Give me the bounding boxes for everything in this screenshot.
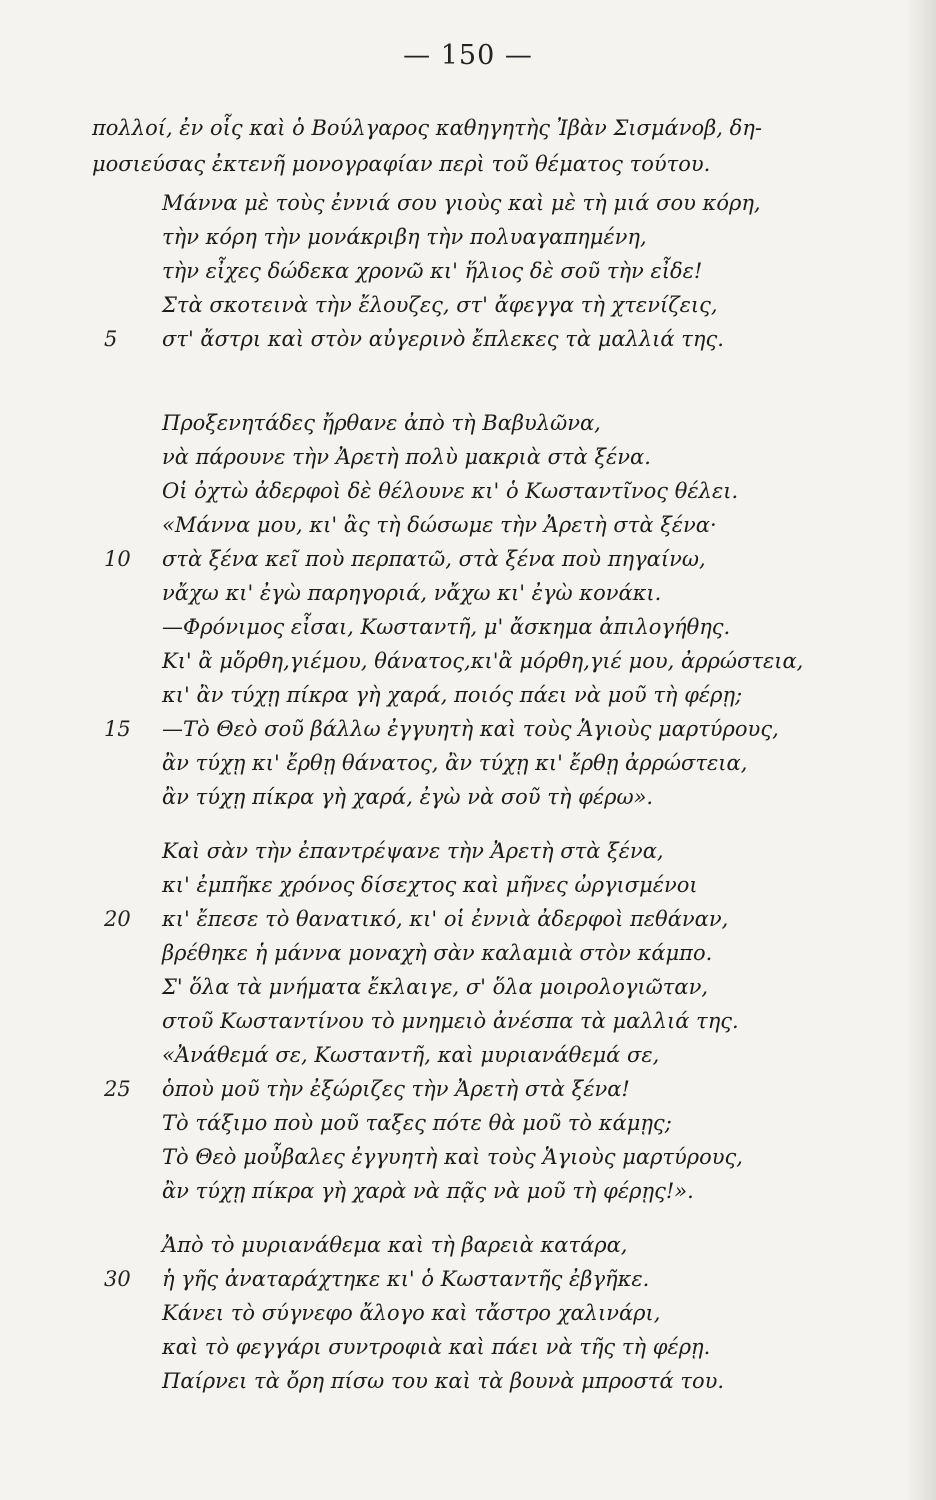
verse-line [0,936,936,970]
verse-line [0,746,936,780]
verse-text: νἄχω κι' ἐγὼ παρηγοριά, νἄχω κι' ἐγὼ κονάκι. [162,581,662,605]
verse-text: Στὰ σκοτεινὰ τὴν ἔλουζες, στ' ἄφεγγα τὴ χτενίζεις, [162,293,718,317]
verse-line [0,1038,936,1072]
verse-line [0,1174,936,1208]
stanza-3 [0,834,936,1208]
verse-text: Σ' ὅλα τὰ μνήματα ἔκλαιγε, σ' ὅλα μοιρολογιῶταν, [162,975,709,999]
verse-line [0,576,936,610]
line-number: 30 [104,1267,131,1291]
verse-line [0,678,936,712]
line-number: 20 [104,907,131,931]
verse-text: Οἱ ὀχτὼ ἀδερφοὶ δὲ θέλουνε κι' ὁ Κωσταντῖνος θέλει. [162,479,739,503]
verse-text: νὰ πάρουνε τὴν Ἀρετὴ πολὺ μακριὰ στὰ ξένα. [162,445,651,469]
verse-line [0,644,936,678]
verse-line [0,186,936,220]
verse-text: Κι' ἂ μὅρθη,γιέμου, θάνατος,κι'ἂ μόρθη,γιέ μου, ἀρρώστεια, [162,649,804,673]
intro-line: μοσιεύσας ἐκτενῆ μονογραφίαν περὶ τοῦ θέματος τούτου. [92,152,711,176]
verse-text: ἂν τύχῃ πίκρα γὴ χαρά, ἐγὼ νὰ σοῦ τὴ φέρω». [162,785,654,809]
verse-text: «Ἀνάθεμά σε, Κωσταντῆ, καὶ μυριανάθεμά σε, [162,1043,660,1067]
verse-text: —Φρόνιμος εἶσαι, Κωσταντῆ, μ' ἄσκημα ἀπιλογήθης. [162,615,731,639]
line-number: 15 [104,717,131,741]
verse-line [0,220,936,254]
stanza-4 [0,1228,936,1398]
verse-text: Τὸ τάξιμο ποὺ μοῦ ταξες πότε θὰ μοῦ τὸ κάμῃς; [162,1111,672,1135]
verse-line [0,902,936,936]
verse-line [0,712,936,746]
verse-text: —Τὸ Θεὸ σοῦ βάλλω ἐγγυητὴ καὶ τοὺς Ἁγιοὺς μαρτύρους, [162,717,779,741]
verse-line [0,1140,936,1174]
verse-line [0,322,936,356]
verse-line [0,508,936,542]
verse-line [0,1296,936,1330]
verse-line [0,474,936,508]
intro-paragraph [92,110,912,182]
verse-text: βρέθηκε ἡ μάννα μοναχὴ σὰν καλαμιὰ στὸν κάμπο. [162,941,713,965]
verse-text: κι' ἔπεσε τὸ θανατικό, κι' οἱ ἐννιὰ ἀδερφοὶ πεθάναν, [162,907,729,931]
verse-line [0,1228,936,1262]
verse-line [0,406,936,440]
verse-line [0,780,936,814]
verse-line [0,254,936,288]
verse-line [0,440,936,474]
verse-line [0,868,936,902]
verse-text: ἡ γῆς ἀναταράχτηκε κι' ὁ Κωσταντῆς ἐβγῆκε. [162,1267,650,1291]
verse-text: Κάνει τὸ σύγνεφο ἄλογο καὶ τἄστρο χαλινάρι, [162,1301,661,1325]
verse-text: Ἀπὸ τὸ μυριανάθεμα καὶ τὴ βαρειὰ κατάρα, [162,1233,628,1257]
verse-text: Παίρνει τὰ ὄρη πίσω του καὶ τὰ βουνὰ μπροστά του. [162,1369,725,1393]
verse-text: Προξενητάδες ἤρθανε ἀπὸ τὴ Βαβυλῶνα, [162,411,601,435]
verse-line [0,542,936,576]
verse-text: ἂν τύχῃ κι' ἔρθῃ θάνατος, ἂν τύχῃ κι' ἔρθῃ ἀρρώστεια, [162,751,748,775]
verse-line [0,610,936,644]
line-number: 10 [104,547,131,571]
verse-text: στοῦ Κωσταντίνου τὸ μνημειὸ ἀνέσπα τὰ μαλλιά της. [162,1009,739,1033]
verse-text: ὁποὺ μοῦ τὴν ἐξώριζες τὴν Ἀρετὴ στὰ ξένα! [162,1077,630,1101]
verse-text: Μάννα μὲ τοὺς ἐννιά σου γιοὺς καὶ μὲ τὴ μιά σου κόρη, [162,191,761,215]
verse-line [0,970,936,1004]
intro-line: πολλοί, ἐν οἷς καὶ ὁ Βούλγαρος καθηγητὴς Ἰβὰν Σισμάνοβ, δη- [92,116,762,140]
verse-text: κι' ἂν τύχῃ πίκρα γὴ χαρά, ποιός πάει νὰ μοῦ τὴ φέρῃ; [162,683,743,707]
verse-line [0,1072,936,1106]
verse-text: τὴν κόρη τὴν μονάκριβη τὴν πολυαγαπημένη, [162,225,647,249]
verse-text: Τὸ Θεὸ μοὖβαλες ἐγγυητὴ καὶ τοὺς Ἁγιοὺς μαρτύρους, [162,1145,743,1169]
verse-text: Καὶ σὰν τὴν ἐπαντρέψανε τὴν Ἀρετὴ στὰ ξένα, [162,839,664,863]
verse-text: «Μάννα μου, κι' ἂς τὴ δώσωμε τὴν Ἀρετὴ στὰ ξένα· [162,513,717,537]
verse-text: κι' ἐμπῆκε χρόνος δίσεχτος καὶ μῆνες ὠργισμένοι [162,873,698,897]
verse-text: ἂν τύχῃ πίκρα γὴ χαρὰ νὰ πᾷς νὰ μοῦ τὴ φέρῃς!». [162,1179,694,1203]
verse-text: στὰ ξένα κεῖ ποὺ περπατῶ, στὰ ξένα ποὺ πηγαίνω, [162,547,706,571]
verse-line [0,288,936,322]
verse-line [0,1106,936,1140]
stanza-1 [0,186,936,356]
stanza-2 [0,406,936,814]
verse-line [0,1364,936,1398]
verse-text: καὶ τὸ φεγγάρι συντροφιὰ καὶ πάει νὰ τῆς τὴ φέρῃ. [162,1335,711,1359]
line-number: 25 [104,1077,131,1101]
verse-line [0,1004,936,1038]
page-number: — 150 — [403,40,533,71]
verse-text: στ' ἄστρι καὶ στὸν αὐγερινὸ ἔπλεκες τὰ μαλλιά της. [162,327,724,351]
verse-line [0,1330,936,1364]
verse-line [0,1262,936,1296]
verse-text: τὴν εἶχες δώδεκα χρονῶ κι' ἥλιος δὲ σοῦ τὴν εἶδε! [162,259,703,283]
line-number: 5 [104,327,118,351]
verse-line [0,834,936,868]
